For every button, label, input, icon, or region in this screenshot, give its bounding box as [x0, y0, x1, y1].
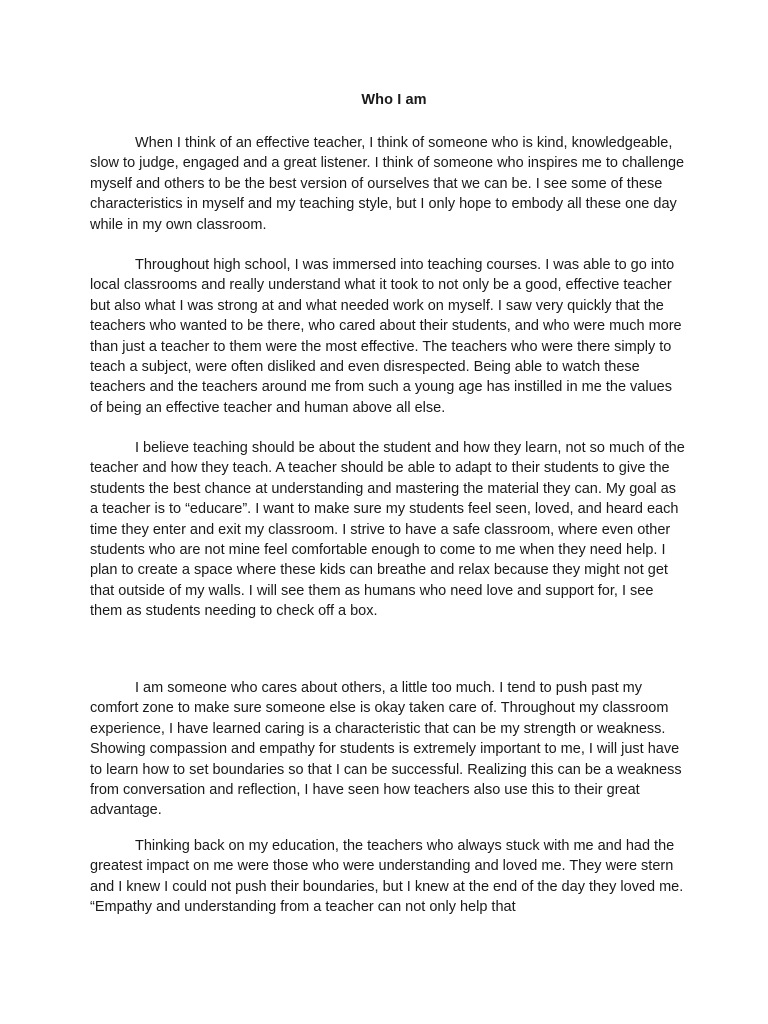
paragraph-3: I believe teaching should be about the student and how they learn, not so much of the teacher and how they teach. A teacher should be able to adapt to their students to give the students the best chance at understanding and mastering the material they can. My goal as a teacher is to “educare”. I want to make sure my students feel seen, loved, and heard each time they enter and exit my classroom. I strive to have a safe classroom, where even other students who are not mine feel comfortable enough to come to me when they need help. I plan to create a space where these kids can breathe and relax because they might not get that outside of my walls. I will see them as humans who need love and support for, I see them as students needing to check off a box. [90, 440, 685, 620]
document-title: Who I am [361, 92, 427, 108]
paragraph-2: Throughout high school, I was immersed into teaching courses. I was able to go into local classrooms and really understand what it took to not only be a good, effective teacher but also what I was strong at and what needed work on myself. I saw very quickly that the teachers who wanted to be there, who cared about their students, and who were much more than just a teacher to them were the most effective. The teachers who were there simply to teach a subject, were often disliked and even disrespected. Being able to watch these teachers and the teachers around me from such a young age has instilled in me the values of being an effective teacher and human above all else. [90, 257, 682, 416]
paragraph-5: Thinking back on my education, the teachers who always stuck with me and had the greatest impact on me were those who were understanding and loved me. They were stern and I knew I could not push their boundaries, but I knew at the end of the day they loved me. “Empathy and understanding from a teacher can not only help that [90, 838, 684, 916]
paragraph-1: When I think of an effective teacher, I think of someone who is kind, knowledgeable, slow to judge, engaged and a great listener. I think of someone who inspires me to challenge myself and others to be the best version of ourselves that we can be. I see some of these characteristics in myself and my teaching style, but I only hope to embody all these one day while in my own classroom. [90, 135, 685, 233]
paragraph-4: I am someone who cares about others, a little too much. I tend to push past my comfort zone to make sure someone else is okay taken care of. Throughout my classroom experience, I have learned caring is a characteristic that can be my strength or weakness. Showing compassion and empathy for students is extremely important to me, I will just have to learn how to set boundaries so that I can be successful. Realizing this can be a weakness from conversation and reflection, I have seen how teachers also use this to their great advantage. [90, 680, 682, 819]
